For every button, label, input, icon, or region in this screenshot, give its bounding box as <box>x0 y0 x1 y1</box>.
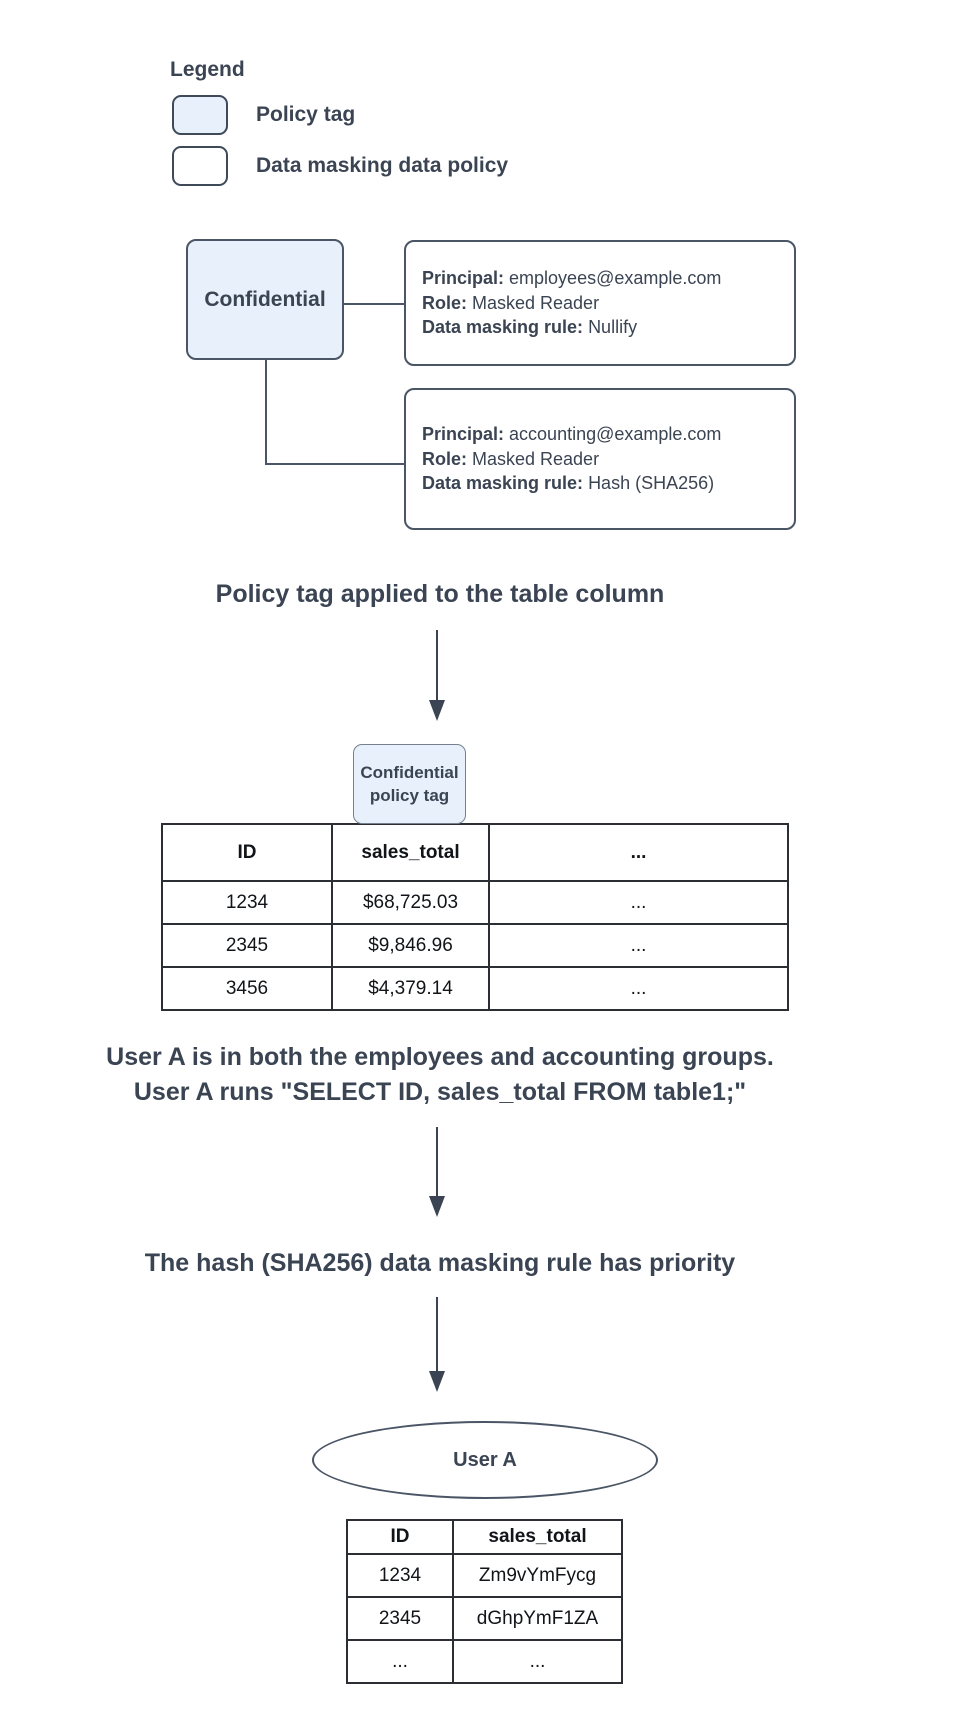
result-header-sales-total: sales_total <box>453 1520 622 1554</box>
cell-id: 1234 <box>162 881 332 924</box>
heading-policy-tag-applied: Policy tag applied to the table column <box>215 580 665 608</box>
cell-ellipsis: ... <box>489 924 788 967</box>
result-header-id: ID <box>347 1520 453 1554</box>
table-row <box>162 881 788 924</box>
role-label: Role: <box>422 292 467 313</box>
rule-value: Nullify <box>588 317 638 338</box>
source-table <box>161 823 789 1011</box>
source-header-sales-total: sales_total <box>332 824 489 881</box>
rule-label: Data masking rule: <box>422 473 584 494</box>
role-value: Masked Reader <box>472 448 600 469</box>
heading-user-groups-line2: User A runs "SELECT ID, sales_total FROM table1;" <box>133 1078 747 1106</box>
user-a-node <box>312 1421 658 1499</box>
principal-label: Principal: <box>422 423 505 444</box>
cell-masked-value: dGhpYmF1ZA <box>453 1597 622 1640</box>
cell-masked-value: ... <box>453 1640 622 1683</box>
cell-sales-total: $4,379.14 <box>332 967 489 1010</box>
cell-id: 1234 <box>347 1554 453 1597</box>
policy-rule-line <box>422 315 794 340</box>
arrow-to-policy-tag-head <box>429 700 445 721</box>
policy-tag-node-confidential <box>186 239 344 360</box>
legend-title: Legend <box>170 58 245 81</box>
heading-user-groups-line1: User A is in both the employees and accounting groups. <box>106 1043 774 1071</box>
legend-label: Policy tag <box>256 103 356 126</box>
policy-rule-line <box>422 471 794 496</box>
source-table-header-row <box>162 824 788 881</box>
source-header-id: ID <box>162 824 332 881</box>
data-policy-box-employees <box>404 240 796 366</box>
table-row <box>347 1554 622 1597</box>
cell-id: 2345 <box>347 1597 453 1640</box>
rule-label: Data masking rule: <box>422 317 584 338</box>
column-tag-line2: policy tag <box>369 786 450 805</box>
arrow-to-priority-head <box>429 1196 445 1217</box>
policy-role-line <box>422 447 794 472</box>
principal-value: accounting@example.com <box>509 423 722 444</box>
legend-label: Data masking data policy <box>256 154 509 177</box>
table-row <box>347 1640 622 1683</box>
source-header-ellipsis: ... <box>489 824 788 881</box>
principal-label: Principal: <box>422 267 505 288</box>
cell-id: 2345 <box>162 924 332 967</box>
table-row <box>162 924 788 967</box>
user-a-label: User A <box>453 1448 517 1471</box>
cell-sales-total: $68,725.03 <box>332 881 489 924</box>
policy-tag-node-label: Confidential <box>204 287 326 311</box>
role-value: Masked Reader <box>472 292 600 313</box>
legend-item-policy-tag <box>172 95 355 135</box>
result-table <box>346 1519 623 1684</box>
result-table-header-row <box>347 1520 622 1554</box>
rule-value: Hash (SHA256) <box>588 473 715 494</box>
table-row <box>347 1597 622 1640</box>
legend-item-data-masking-policy <box>172 146 508 186</box>
cell-sales-total: $9,846.96 <box>332 924 489 967</box>
policy-tag-swatch <box>172 95 228 135</box>
cell-masked-value: Zm9vYmFycg <box>453 1554 622 1597</box>
data-masking-policy-swatch <box>172 146 228 186</box>
column-tag-line1: Confidential <box>360 763 459 782</box>
table-row <box>162 967 788 1010</box>
heading-hash-priority: The hash (SHA256) data masking rule has priority <box>144 1249 736 1277</box>
heading-user-groups <box>0 1040 880 1110</box>
policy-principal-line <box>422 266 794 291</box>
cell-id: ... <box>347 1640 453 1683</box>
role-label: Role: <box>422 448 467 469</box>
cell-id: 3456 <box>162 967 332 1010</box>
policy-role-line <box>422 291 794 316</box>
data-policy-box-accounting <box>404 388 796 530</box>
cell-ellipsis: ... <box>489 967 788 1010</box>
cell-ellipsis: ... <box>489 881 788 924</box>
arrow-to-user-head <box>429 1371 445 1392</box>
connector-confidential-to-policy2 <box>266 360 404 464</box>
policy-principal-line <box>422 422 794 447</box>
principal-value: employees@example.com <box>509 267 722 288</box>
column-policy-tag <box>353 744 466 824</box>
